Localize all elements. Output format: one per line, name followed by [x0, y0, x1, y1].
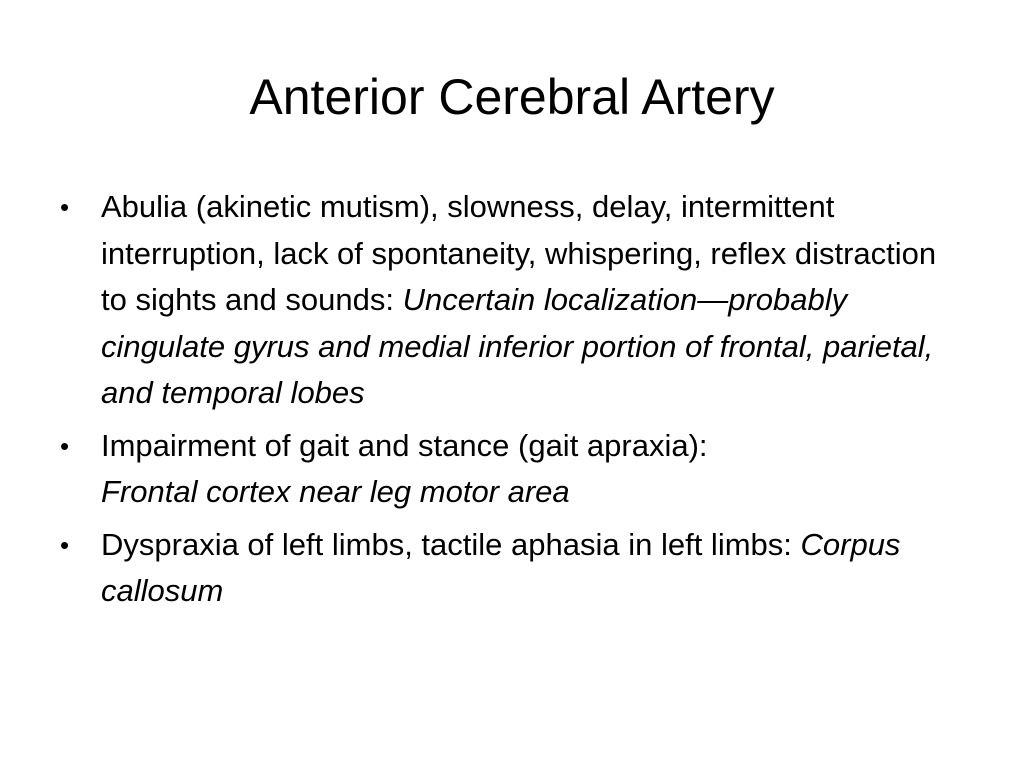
- bullet-text: Dyspraxia of left limbs, tactile aphasia in left limbs:: [101, 526, 801, 562]
- bullet-item: [60, 522, 960, 615]
- bullet-text: Impairment of gait and stance (gait apraxia):: [101, 427, 708, 463]
- bullet-icon: •: [60, 430, 70, 461]
- bullet-item: [60, 423, 960, 516]
- bullet-item: [60, 184, 960, 417]
- bullet-text: Abulia (akinetic mutism), slowness, delay, intermittent interruption, lack of spontaneity, whispering, reflex distraction to sights and sounds:: [101, 189, 937, 317]
- bullet-emphasis: Uncertain localization—probably cingulate gyrus and medial inferior portion of frontal, parietal, and temporal lobes: [101, 282, 934, 410]
- bullet-icon: •: [60, 529, 70, 560]
- bullet-emphasis: Corpus callosum: [101, 526, 901, 608]
- bullet-list: [60, 184, 960, 621]
- bullet-emphasis: Frontal cortex near leg motor area: [101, 474, 570, 509]
- bullet-icon: •: [60, 192, 70, 222]
- slide-title: Anterior Cerebral Artery: [249, 69, 775, 125]
